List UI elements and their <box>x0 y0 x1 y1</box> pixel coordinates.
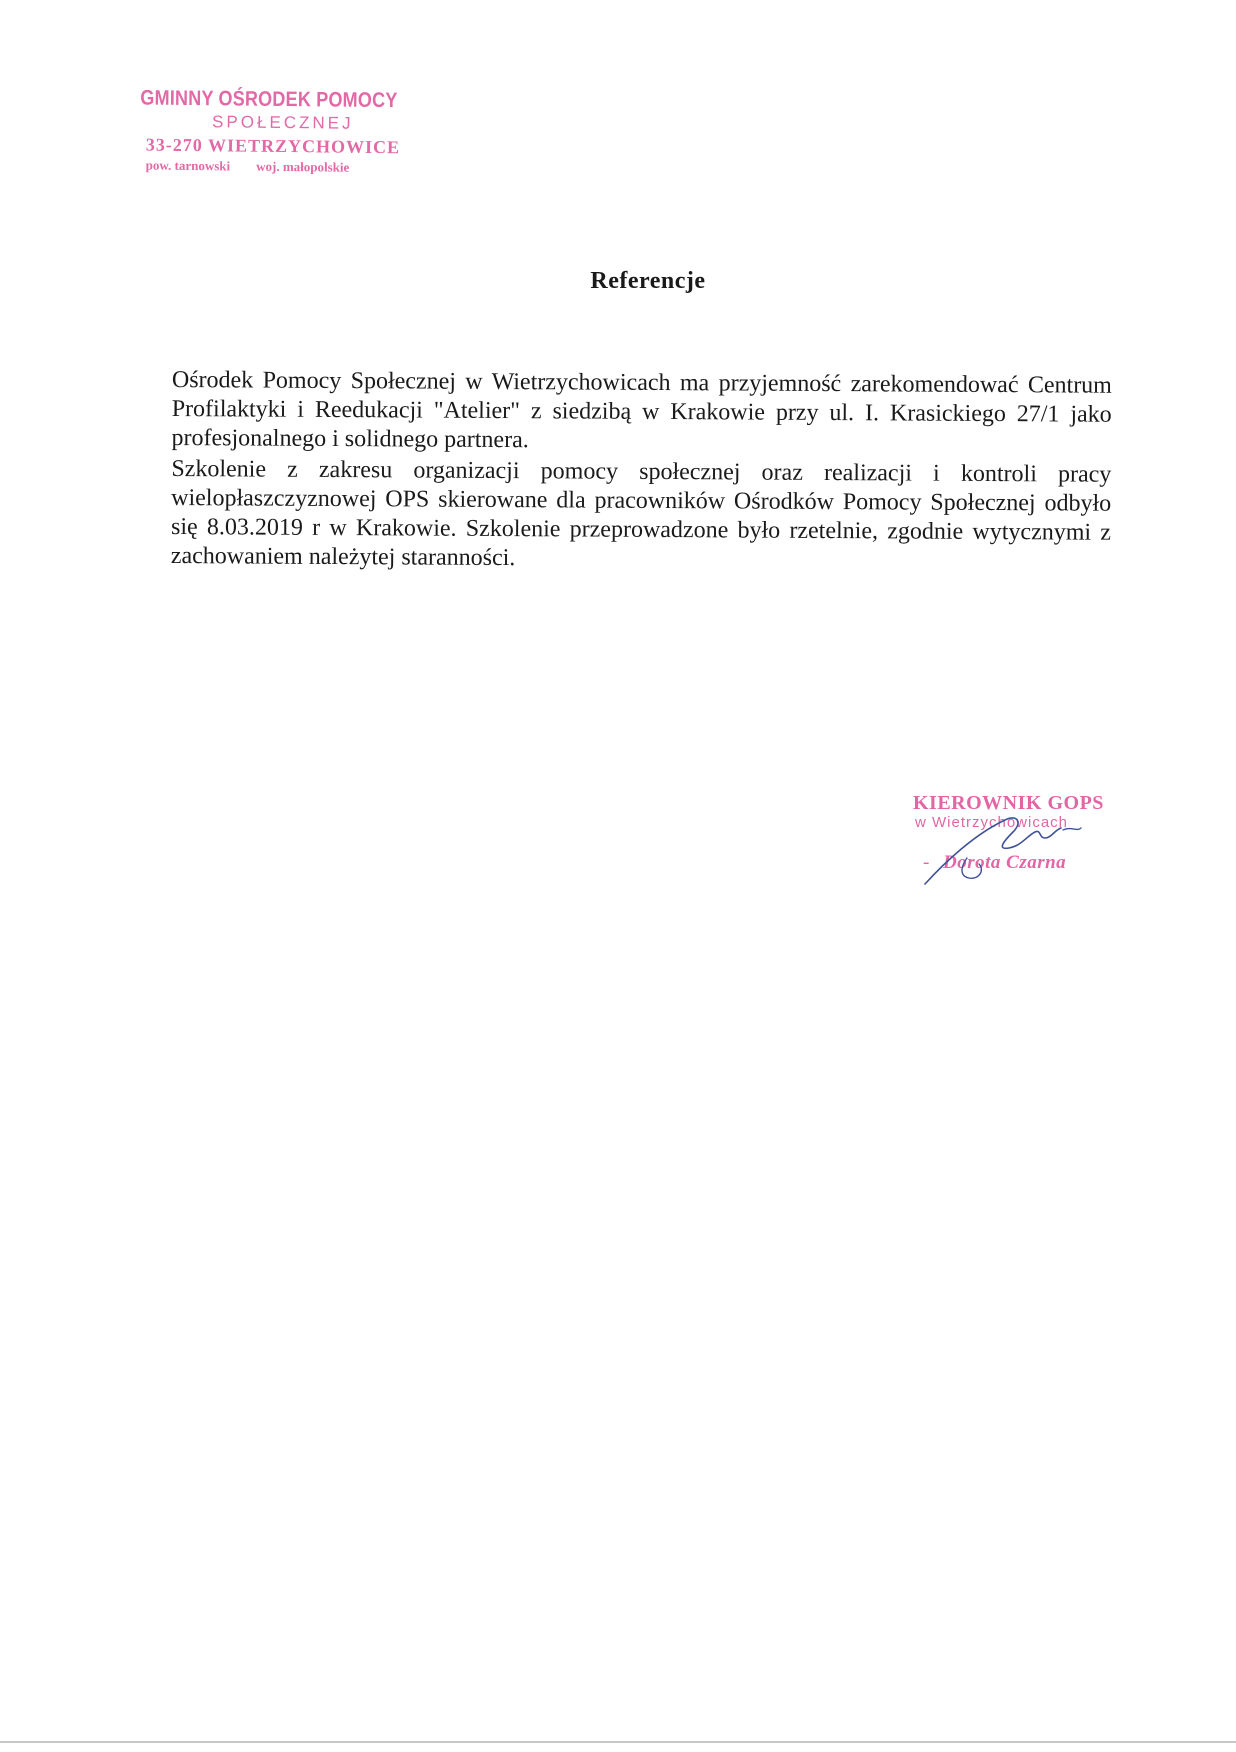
signature-stamp <box>905 792 1135 902</box>
stamp-line-address: 33-270 WIETRZYCHOWICE <box>145 134 401 158</box>
stamp-line-region <box>140 156 430 177</box>
stamp-dash: - <box>923 852 930 873</box>
body-paragraph-recommendation: Ośrodek Pomocy Społecznej w Wietrzychowicach ma przyjemność zarekomendować Centrum Profilaktyki i Reedukacji "Atelier" z siedzibą w Krakowie przy ul. I. Krasickiego 27/1 jako profesjonalnego i solidnego partnera. <box>171 366 1112 454</box>
institution-stamp <box>140 86 431 177</box>
stamp-line-location: w Wietrzychowicach <box>915 814 1069 831</box>
stamp-line-position: KIEROWNIK GOPS <box>913 792 1104 814</box>
stamp-line-social: SPOŁECZNEJ <box>212 112 354 133</box>
stamp-voivodeship: woj. małopolskie <box>256 158 350 175</box>
stamp-line-name: Dorota Czarna <box>943 852 1067 873</box>
document-body <box>171 366 1112 577</box>
stamp-line-institution: GMINNY OŚRODEK POMOCY <box>140 86 398 113</box>
stamp-county: pow. tarnowski <box>145 157 231 174</box>
body-paragraph-training: Szkolenie z zakresu organizacji pomocy społecznej oraz realizacji i kontroli pracy wielopłaszczyznowej OPS skierowane dla pracowników Ośrodków Pomocy Społecznej odbyło się 8.03.2019 r w Krakowie. Szkolenie przeprowadzone było rzetelnie, zgodnie wytycznymi z zachowaniem należytej staranności. <box>170 455 1112 572</box>
scan-bottom-edge <box>0 1741 1236 1743</box>
document-title: Referencje <box>590 268 706 294</box>
